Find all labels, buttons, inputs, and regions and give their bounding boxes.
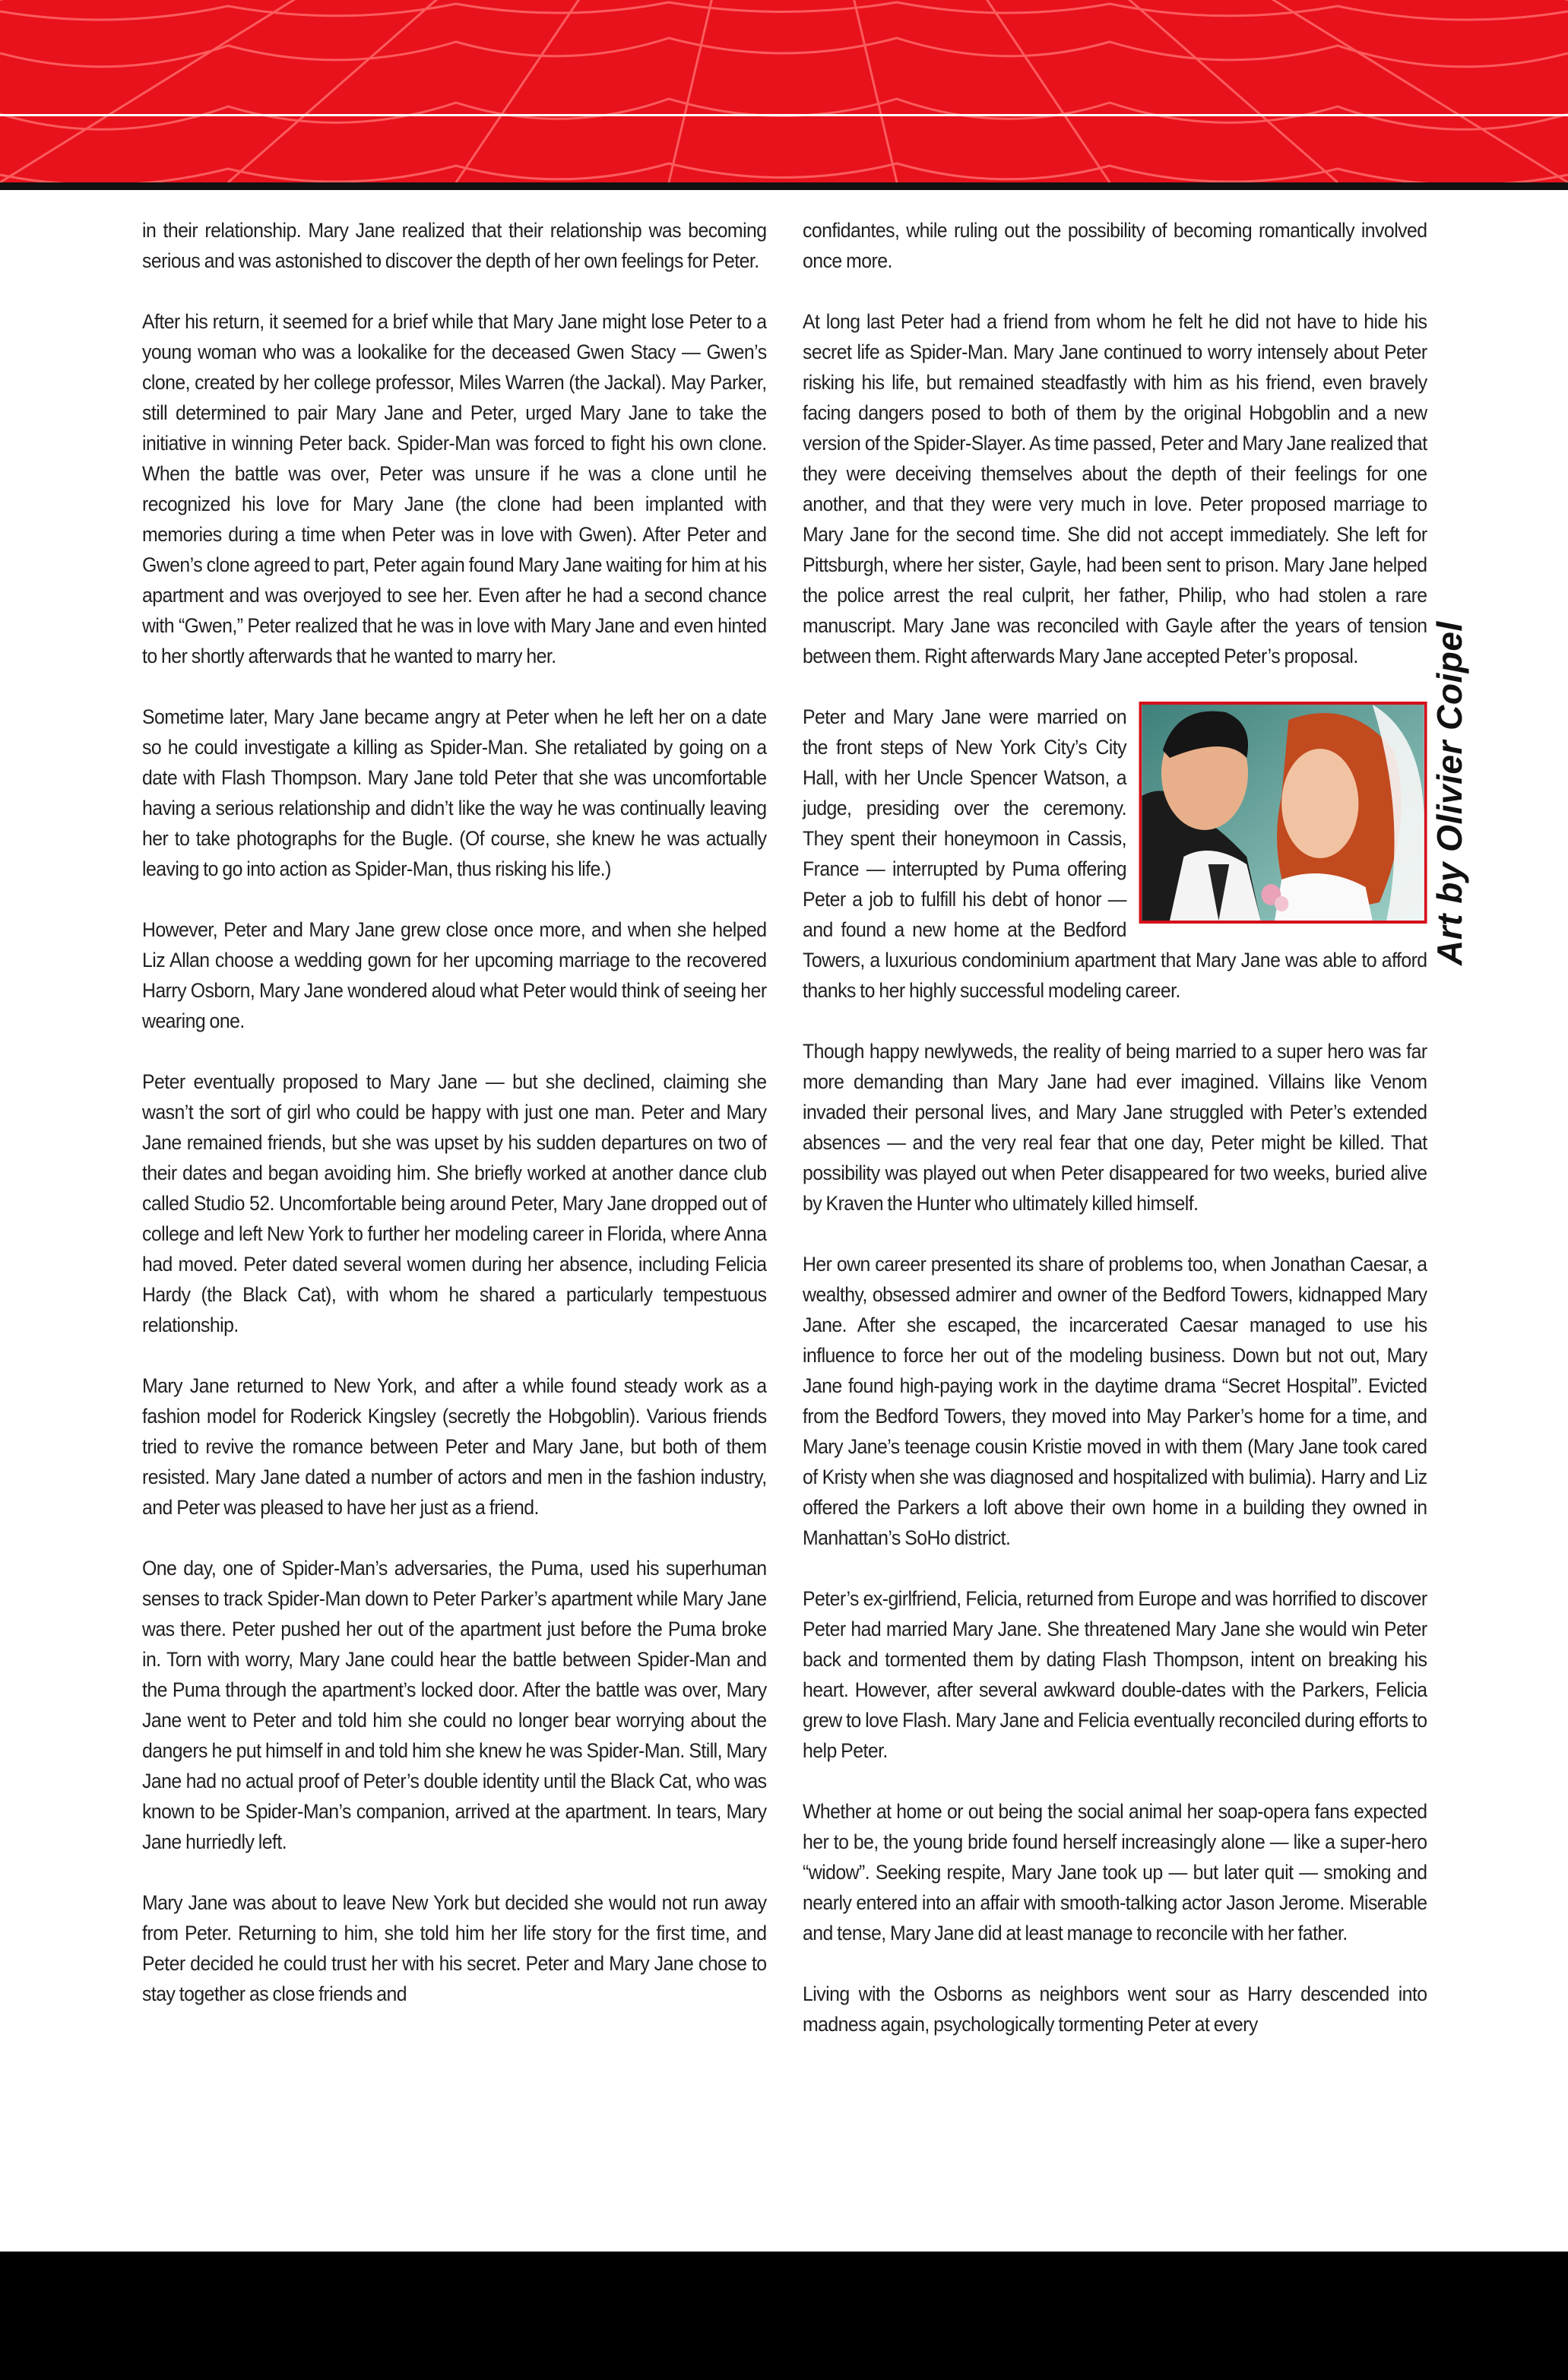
paragraph: Living with the Osborns as neighbors went sour as Harry descended into madness again, psychologically tormenting Peter at every (803, 1982, 1427, 2036)
paragraph: At long last Peter had a friend from whom he felt he did not have to hide his secret life as Spider-Man. Mary Jane continued to worry intensely about Peter risking his life, but remained steadfastly with him as his friend, even bravely facing dangers posed to both of them by the original Hobgoblin and a new version of the Spider-Slayer. As time passed, Peter and Mary Jane realized that they were deceiving themselves about the depth of their feelings for one another, and that they were very much in love. Peter proposed marriage to Mary Jane for the second time. She did not accept immediately. She left for Pittsburgh, where her sister, Gayle, had been sent to prison. Mary Jane helped the police arrest the real culprit, her father, Philip, who had stolen a rare manuscript. Mary Jane was reconciled with Gayle after the years of tension between them. Right afterwards Mary Jane accepted Peter’s proposal. (803, 310, 1427, 667)
paragraph: After his return, it seemed for a brief while that Mary Jane might lose Peter to a young woman who was a lookalike for the deceased Gwen Stacy — Gwen’s clone, created by her college professor, Miles Warren (the Jackal). May Parker, still determined to pair Mary Jane and Peter, urged Mary Jane to take the initiative in winning Peter back. Spider-Man was forced to fight his own clone. When the battle was over, Peter was unsure if he was a clone until he recognized his love for Mary Jane (the clone had been implanted with memories during a time when Peter was in love with Gwen). After Peter and Gwen’s clone agreed to part, Peter again found Mary Jane waiting for him at his apartment and was overjoyed to see her. Even after he had a second chance with “Gwen,” Peter realized that he was in love with Mary Jane and even hinted to her shortly afterwards that he wanted to marry her. (142, 310, 767, 667)
footer-black-band (0, 2252, 1568, 2380)
paragraph: However, Peter and Mary Jane grew close once more, and when she helped Liz Allan choose a wedding gown for her upcoming marriage to the recovered Harry Osborn, Mary Jane wondered aloud what Peter would think of seeing her wearing one. (142, 918, 767, 1032)
paragraph: Sometime later, Mary Jane became angry at Peter when he left her on a date so he could investigate a killing as Spider-Man. She retaliated by going on a date with Flash Thompson. Mary Jane told Peter that she was uncomfortable having a serious relationship and didn’t like the way he was continually leaving her to take photographs for the Bugle. (Of course, she knew he was actually leaving to go into action as Spider-Man, thus risking his life.) (142, 705, 767, 880)
paragraph: Peter’s ex-girlfriend, Felicia, returned from Europe and was horrified to discover Peter had married Mary Jane. She threatened Mary Jane she would win Peter back and tormented them by dating Flash Thompson, intent on breaking his heart. However, after several awkward double-dates with the Parkers, Felicia grew to love Flash. Mary Jane and Felicia eventually reconciled during efforts to help Peter. (803, 1587, 1427, 1762)
paragraph: One day, one of Spider-Man’s adversaries, the Puma, used his superhuman senses to track Spider-Man down to Peter Parker’s apartment while Mary Jane was there. Peter pushed her out of the apartment just before the Puma broke in. Torn with worry, Mary Jane could hear the battle between Spider-Man and the Puma through the apartment’s locked door. After the battle was over, Mary Jane went to Peter and told him she could no longer bear worrying about the dangers he put himself in and told him she knew he was Spider-Man. Still, Mary Jane had no actual proof of Peter’s double identity until the Black Cat, who was known to be Spider-Man’s companion, arrived at the apartment. In tears, Mary Jane hurriedly left. (142, 1557, 767, 1853)
left-text-column (142, 215, 767, 2039)
paragraph: confidantes, while ruling out the possibility of becoming romantically involved once more. (803, 219, 1427, 272)
header-black-rule (0, 182, 1568, 190)
header-white-rule (0, 114, 1568, 116)
art-credit-text: Art by Olivier Coipel (1430, 621, 1469, 965)
paragraph: Her own career presented its share of problems too, when Jonathan Caesar, a wealthy, obsessed admirer and owner of the Bedford Towers, kidnapped Mary Jane. After she escaped, the incarcerated Caesar managed to use his influence to force her out of the modeling business. Down but not out, Mary Jane found high-paying work in the daytime drama “Secret Hospital”. Evicted from the Bedford Towers, they moved into May Parker’s home for a time, and Mary Jane’s teenage cousin Kristie moved in with them (Mary Jane took cared of Kristy when she was diagnosed and hospitalized with bulimia). Harry and Liz offered the Parkers a loft above their own home in a building they owned in Manhattan’s SoHo district. (803, 1253, 1427, 1549)
wedding-kiss-image (1142, 705, 1424, 921)
paragraph: Peter eventually proposed to Mary Jane — but she declined, claiming she wasn’t the sort of girl who could be happy with just one man. Peter and Mary Jane remained friends, but she was upset by his sudden departures on two of their dates and began avoiding him. She briefly worked at another dance club called Studio 52. Uncomfortable being around Peter, Mary Jane dropped out of college and left New York to further her modeling career in Florida, where Anna had moved. Peter dated several women during her absence, including Felicia Hardy (the Black Cat), with whom he shared a particularly tempestuous relationship. (142, 1070, 767, 1336)
spider-web-pattern (0, 0, 1568, 182)
paragraph: Whether at home or out being the social animal her soap-opera fans expected her to be, the young bride found herself increasingly alone — like a super-hero “widow”. Seeking respite, Mary Jane took up — but later quit — smoking and nearly entered into an affair with smooth-talking actor Jason Jerome. Miserable and tense, Mary Jane did at least manage to reconcile with her father. (803, 1800, 1427, 1944)
wedding-illustration (1139, 702, 1427, 924)
paragraph: Mary Jane returned to New York, and after a while found steady work as a fashion model for Roderick Kingsley (secretly the Hobgoblin). Various friends tried to revive the romance between Peter and Mary Jane, but both of them resisted. Mary Jane dated a number of actors and men in the fashion industry, and Peter was pleased to have her just as a friend. (142, 1374, 767, 1519)
right-text-column (803, 215, 1427, 2070)
header-banner (0, 0, 1568, 182)
paragraph: in their relationship. Mary Jane realized that their relationship was becoming serious and was astonished to discover the depth of her own feelings for Peter. (142, 219, 767, 272)
paragraph: Mary Jane was about to leave New York but decided she would not run away from Peter. Returning to him, she told him her life story for the first time, and Peter decided he could trust her with his secret. Peter and Mary Jane chose to stay together as close friends and (142, 1891, 767, 2005)
paragraph: Though happy newlyweds, the reality of being married to a super hero was far more demanding than Mary Jane had ever imagined. Villains like Venom invaded their personal lives, and Mary Jane struggled with Peter’s extended absences — and the very real fear that one day, Peter might be killed. That possibility was played out when Peter disappeared for two weeks, buried alive by Kraven the Hunter who ultimately killed himself. (803, 1040, 1427, 1215)
paragraph: Peter and Mary Jane were married on the front steps of New York City’s City Hall, with her Uncle Spencer Watson, a judge, presiding over the ceremony. They spent their honeymoon in Cassis, France — interrupted by Puma offering Peter a job to fulfill his debt of honor — and found a new home at the Bedford Towers, a luxurious condominium apartment that Mary Jane was able to afford thanks to her highly successful modeling career. (803, 705, 1427, 1002)
